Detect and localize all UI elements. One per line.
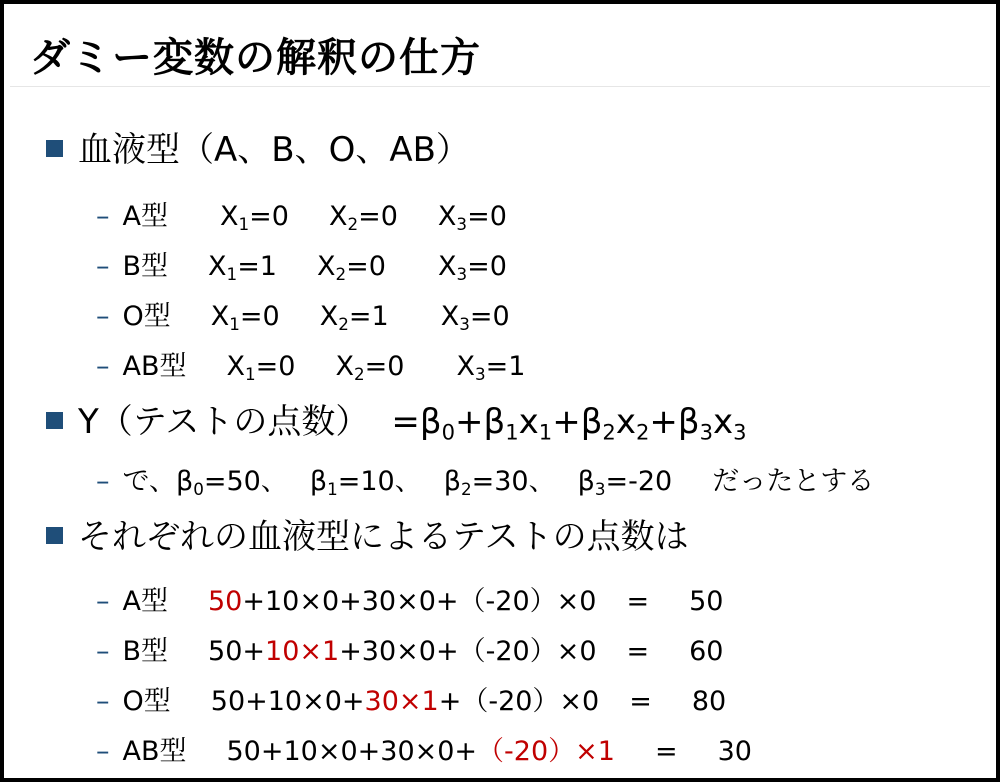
score-result: 80	[691, 686, 727, 717]
row-label: AB型	[122, 351, 187, 382]
score-result: 60	[689, 636, 724, 667]
dash-bullet-icon: –	[96, 466, 110, 497]
x1-value: =1	[237, 251, 277, 282]
coefficients-line: – で、$\beta_0=50$、 $\beta_1=10$、 $\beta_2=30$、 $\beta_3=-20$ だったとする	[96, 466, 875, 500]
dummy-row-a: – A型 $X_1=0$ $X_2=0$ $X_3=0$	[96, 201, 507, 235]
bullet-regression-model: Y（テストの点数） $=\beta_0+\beta_1x_1+\beta_2x_2+\beta_3x_3$	[46, 394, 747, 443]
beta1-value: =10、	[337, 466, 422, 497]
blood-types-heading: 血液型（A、B、O、AB）	[78, 130, 470, 170]
score-row-b: – B型 50+10×1+30×0+（-20）×0 = 60	[96, 636, 724, 667]
highlighted-term: 30×1	[364, 686, 439, 717]
dash-bullet-icon: –	[96, 736, 110, 767]
bullet-blood-types	[46, 122, 470, 171]
x3-value: =0	[469, 301, 510, 332]
scores-heading: それぞれの血液型によるテストの点数は	[78, 517, 689, 557]
row-label: A型	[122, 201, 168, 232]
highlighted-term: 10×1	[265, 636, 340, 667]
highlighted-term: 50	[207, 586, 243, 617]
x2-value: =1	[348, 301, 389, 332]
beta3-value: =-20	[605, 466, 673, 497]
square-bullet-icon	[46, 412, 63, 429]
dash-bullet-icon: –	[96, 301, 110, 332]
score-result: 50	[689, 586, 724, 617]
score-row-a: – A型 50+10×0+30×0+（-20）×0 = 50	[96, 586, 724, 617]
x1-value: =0	[249, 201, 289, 232]
dash-bullet-icon: –	[96, 351, 110, 382]
x3-value: =1	[485, 351, 526, 382]
x2-value: =0	[364, 351, 405, 382]
dash-bullet-icon: –	[96, 586, 110, 617]
model-lhs: Y（テストの点数）	[78, 402, 370, 442]
row-label: B型	[122, 251, 169, 282]
beta2-value: =30、	[471, 466, 556, 497]
score-row-o: – O型 50+10×0+30×1+（-20）×0 = 80	[96, 686, 727, 717]
highlighted-term: （-20）×1	[477, 736, 615, 767]
x1-value: =0	[255, 351, 296, 382]
dummy-row-b: – B型 $X_1=1$ $X_2=0$ $X_3=0$	[96, 251, 507, 285]
x2-value: =0	[358, 201, 398, 232]
dash-bullet-icon: –	[96, 251, 110, 282]
title-divider	[10, 86, 990, 87]
dash-bullet-icon: –	[96, 686, 110, 717]
dash-bullet-icon: –	[96, 636, 110, 667]
dummy-row-o: – O型 $X_1=0$ $X_2=1$ $X_3=0$	[96, 301, 510, 335]
slide-title: ダミー変数の解釈の仕方	[30, 35, 481, 81]
x3-value: =0	[467, 251, 507, 282]
row-label: O型	[122, 301, 171, 332]
square-bullet-icon	[46, 527, 63, 544]
x1-value: =0	[239, 301, 280, 332]
x2-value: =0	[346, 251, 386, 282]
dash-bullet-icon: –	[96, 201, 110, 232]
beta0-value: =50、	[203, 466, 288, 497]
dummy-row-ab: – AB型 $X_1=0$ $X_2=0$ $X_3=1$	[96, 351, 526, 385]
square-bullet-icon	[46, 140, 63, 157]
bullet-scores	[46, 509, 689, 558]
score-result: 30	[717, 736, 752, 767]
x3-value: =0	[467, 201, 507, 232]
score-row-ab: – AB型 50+10×0+30×0+（-20）×1 = 30	[96, 736, 752, 767]
